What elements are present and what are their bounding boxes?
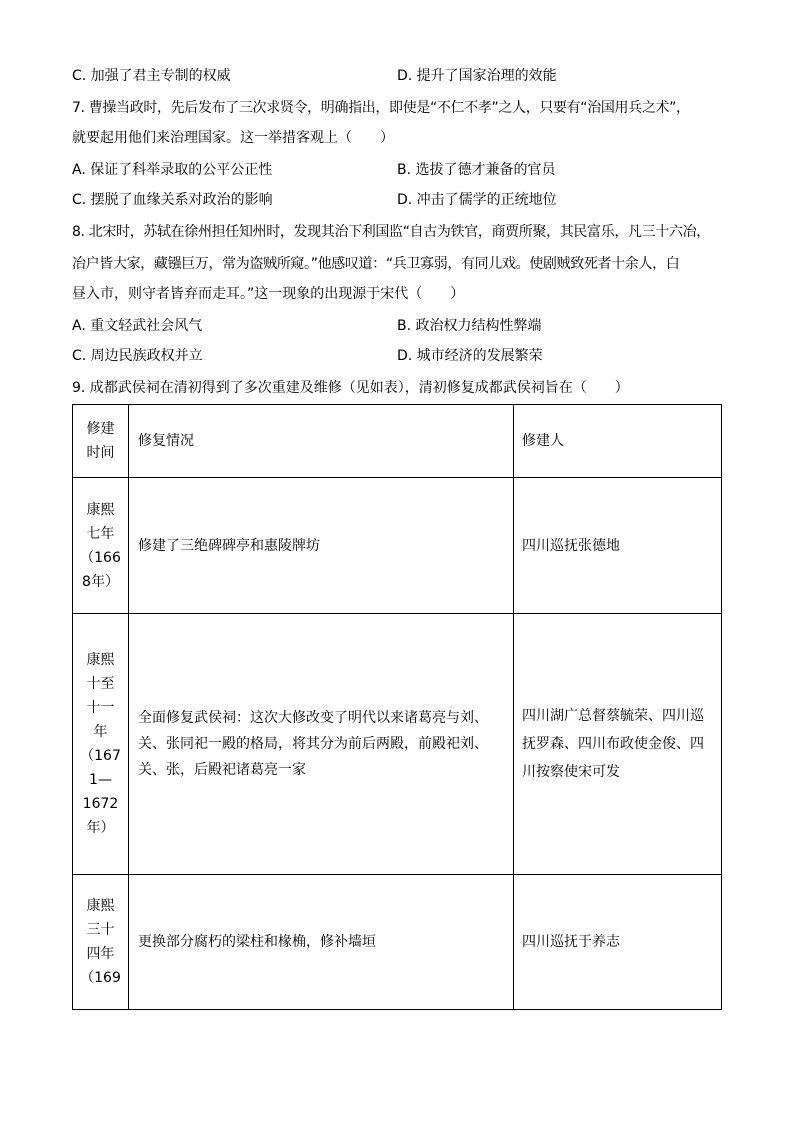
- q8-option-d: D. 城市经济的发展繁荣: [397, 348, 543, 364]
- header-time-cell: [73, 405, 129, 478]
- q8-stem-line-3: 昼入市，则守者皆弃而走耳。”这一现象的出现源于宋代（ ）: [72, 286, 465, 302]
- row-situation-cell: 更换部分腐朽的梁柱和椽桷，修补墙垣: [129, 875, 514, 1010]
- row-time-cell: [73, 875, 129, 1010]
- q8-stem-line-1: 8. 北宋时，苏轼在徐州担任知州时，发现其治下利国监“自古为铁官，商贾所聚，其民富乐，凡三十六冶，: [72, 224, 710, 240]
- q8-option-a: A. 重文轻武社会风气: [72, 318, 203, 334]
- row-person-cell: 四川巡抚于养志: [514, 875, 722, 1010]
- header-time-line: 修建: [86, 421, 115, 437]
- row-time-line: （167: [80, 748, 121, 764]
- row-time-line: 康熙: [86, 501, 115, 518]
- restoration-table: [72, 404, 722, 1010]
- row-time-cell: [73, 478, 129, 614]
- row-person-cell: 四川巡抚张德地: [514, 478, 722, 614]
- q7-option-b: B. 选拔了德才兼备的官员: [397, 162, 556, 178]
- q7-option-c: C. 摆脱了血缘关系对政治的影响: [72, 192, 273, 208]
- q7-stem-line-1: 7. 曹操当政时，先后发布了三次求贤令，明确指出，即使是“不仁不孝”之人，只要有“治国用兵之术”，: [72, 100, 690, 116]
- q7-stem-line-2: 就要起用他们来治理国家。这一举措客观上（ ）: [72, 130, 394, 146]
- q6-option-d: D. 提升了国家治理的效能: [397, 68, 557, 84]
- header-person-cell: 修建人: [514, 405, 722, 478]
- row-time-cell: [73, 614, 129, 875]
- q8-stem-line-2: 冶户皆大家，藏镪巨万，常为盗贼所窥。”他感叹道：“兵卫寡弱，有同儿戏。使剧贼致死者十余人，白: [72, 256, 680, 272]
- header-situation-cell: 修复情况: [129, 405, 514, 478]
- table-header-row: [73, 405, 722, 478]
- row-time-line: 1—: [89, 772, 112, 788]
- row-time-line: 十至: [86, 676, 115, 692]
- row-time-line: 康熙: [86, 652, 115, 668]
- table-row: [73, 614, 722, 875]
- row-time-line: 8年）: [82, 573, 119, 590]
- q8-option-b: B. 政治权力结构性弊端: [397, 318, 542, 334]
- row-time-line: （169: [80, 970, 121, 986]
- q6-option-c: C. 加强了君主专制的权威: [72, 68, 231, 84]
- row-time-line: 七年: [86, 525, 115, 542]
- row-person-cell: 四川湖广总督蔡毓荣、四川巡抚罗森、四川布政使金俊、四川按察使宋可发: [514, 614, 722, 875]
- row-time-line: 十一: [86, 700, 115, 716]
- q7-option-a: A. 保证了科举录取的公平公正性: [72, 162, 273, 178]
- row-time-line: 四年: [86, 946, 115, 962]
- row-time-line: 三十: [86, 922, 115, 938]
- row-situation-cell: 全面修复武侯祠：这次大修改变了明代以来诸葛亮与刘、关、张同祀一殿的格局，将其分为前后两殿，前殿祀刘、关、张，后殿祀诸葛亮一家: [129, 614, 514, 875]
- q9-stem-line-1: 9. 成都武侯祠在清初得到了多次重建及维修（见如表），清初修复成都武侯祠旨在（ ）: [72, 380, 629, 396]
- row-time-line: 年: [93, 724, 108, 740]
- row-situation-cell: 修建了三绝碑碑亭和惠陵牌坊: [129, 478, 514, 614]
- q8-option-c: C. 周边民族政权并立: [72, 348, 203, 364]
- row-time-line: 康熙: [86, 898, 115, 914]
- table-row: [73, 478, 722, 614]
- row-time-line: （166: [80, 549, 121, 566]
- q7-option-d: D. 冲击了儒学的正统地位: [397, 192, 557, 208]
- header-time-line: 时间: [86, 445, 115, 461]
- table-row: [73, 875, 722, 1010]
- row-time-line: 1672: [82, 796, 119, 812]
- row-time-line: 年）: [86, 820, 115, 836]
